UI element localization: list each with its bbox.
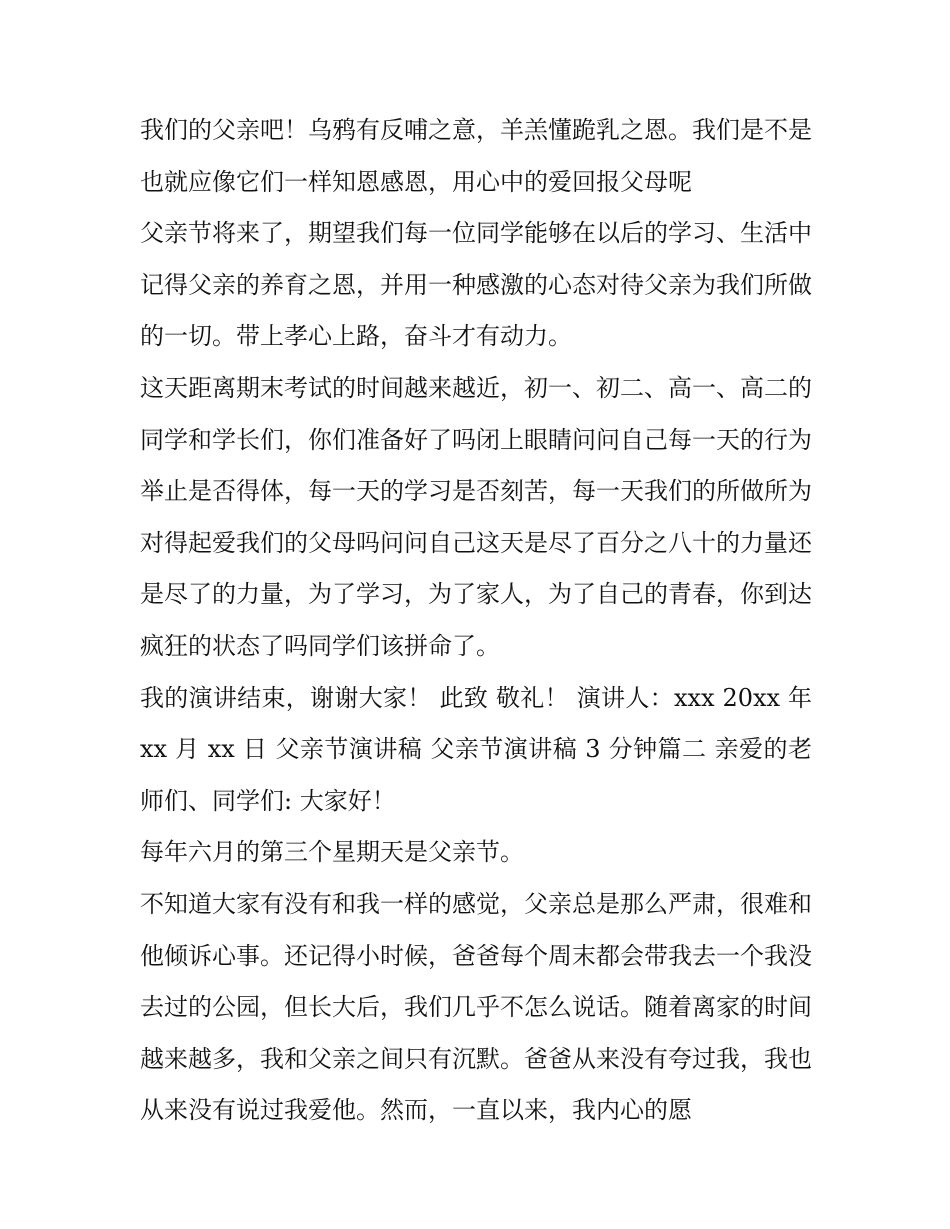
paragraph-4: 我的演讲结束，谢谢大家！ 此致 敬礼！ 演讲人：xxx 20xx 年 xx 月 xx 日 父亲节演讲稿 父亲节演讲稿 3 分钟篇二 亲爱的老师们、同学们: 大家好！ (140, 683, 812, 815)
document-body (140, 105, 812, 1137)
paragraph-1: 我们的父亲吧！乌鸦有反哺之意，羊羔懂跪乳之恩。我们是不是也就应像它们一样知恩感恩，用心中的爱回报父母呢 (140, 116, 812, 196)
paragraph-3: 这天距离期末考试的时间越来越近，初一、初二、高一、高二的同学和学长们，你们准备好了吗闭上眼睛问问自己每一天的行为举止是否得体，每一天的学习是否刻苦，每一天我们的所做所为对得起爱我们的父母吗问问自己这天是尽了百分之八十的力量还是尽了的力量，为了学习，为了家人，为了自己的青春，你到达疯狂的状态了吗同学们该拼命了。 (140, 373, 812, 660)
paragraph-5: 每年六月的第三个星期天是父亲节。 (140, 838, 524, 867)
paragraph-6: 不知道大家有没有和我一样的感觉，父亲总是那么严肃，很难和他倾诉心事。还记得小时候，爸爸每个周末都会带我去一个我没去过的公园，但长大后，我们几乎不怎么说话。随着离家的时间越来越多，我和父亲之间只有沉默。爸爸从来没有夸过我，我也从来没有说过我爱他。然而，一直以来，我内心的愿 (140, 889, 812, 1125)
paragraph-2: 父亲节将来了，期望我们每一位同学能够在以后的学习、生活中记得父亲的养育之恩，并用一种感激的心态对待父亲为我们所做的一切。带上孝心上路，奋斗才有动力。 (140, 219, 812, 351)
